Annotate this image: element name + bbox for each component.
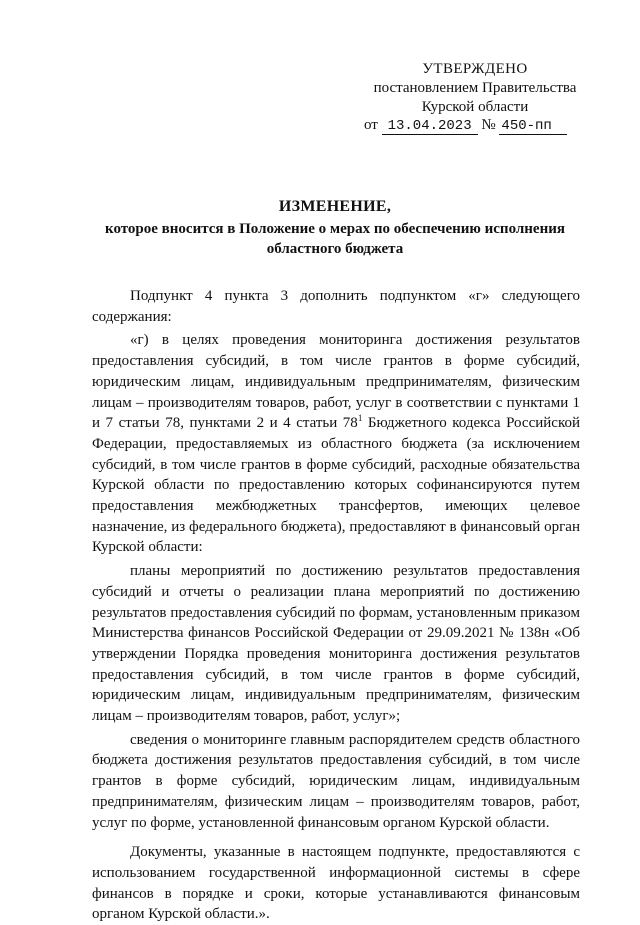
paragraph-2-text-b: Бюджетного кодекса Российской Федерации, предоставляемых из областного бюджета (за исключением субсидий, в том числе грантов в форме субсидий, расходные обязательства Курской области по предоставлению которых софинансируются путем предоставления межбюджетных трансфертов, имеющих целевое назначение, из федерального бюджета), предоставляют в финансовый орган Курской области: [92,415,580,556]
approval-date: 13.04.2023 [382,119,478,135]
paragraph-2-text-a: «г) в целях проведения мониторинга достижения результатов предоставления субсидий, в том числе грантов в форме субсидий, юридическим лицам, индивидуальным предпринимателям, физическим лицам – производителям товаров, работ, услуг в соответствии с пунктами 1 и 7 статьи 78, пунктами 2 и 4 статьи 78 [92,332,580,432]
number-prefix: № [481,117,496,133]
approval-line-2: Курской области [421,99,529,115]
approval-number: 450-пп [499,119,567,135]
document-subtitle-line-2: областного бюджета [266,241,404,257]
paragraph-1: Подпункт 4 пункта 3 дополнить подпунктом «г» следующего содержания: [92,288,580,325]
paragraph-5: Документы, указанные в настоящем подпункте, предоставляются с использованием государственной информационной системы в сфере финансов в порядке и сроки, которые устанавливаются финансовым органом Курской области.». [92,844,580,923]
document-subtitle-line-1: которое вносится в Положение о мерах по обеспечению исполнения [105,221,565,237]
document-body [92,286,580,925]
paragraph-2 [92,330,580,558]
paragraph-4: сведения о мониторинге главным распорядителем средств областного бюджета достижения результатов предоставления субсидий, в том числе грантов в форме субсидий, юридическим лицам, индивидуальным предпринимателям, физическим лицам – производителям товаров, работ, услуг по форме, установленной финансовым органом Курской области. [92,731,580,831]
approval-heading: УТВЕРЖДЕНО [422,61,528,77]
approval-line-1: постановлением Правительства [373,80,577,96]
document-title: ИЗМЕНЕНИЕ, [278,198,392,215]
paragraph-3: планы мероприятий по достижению результатов предоставления субсидий и отчеты о реализации плана мероприятий по достижению результатов предоставления субсидий по формам, установленным приказом Министерства финансов Российской Федерации от 29.09.2021 № 138н «Об утверждении Порядка проведения мониторинга достижения результатов предоставления субсидий, в том числе грантов в форме субсидий, юридическим лицам, индивидуальным предпринимателям, физическим лицам – производителям товаров, работ, услуг»; [92,563,580,725]
date-prefix: от [364,117,378,133]
superscript: 1 [357,413,363,424]
approval-stamp [360,60,590,134]
approval-date-row [364,116,567,135]
